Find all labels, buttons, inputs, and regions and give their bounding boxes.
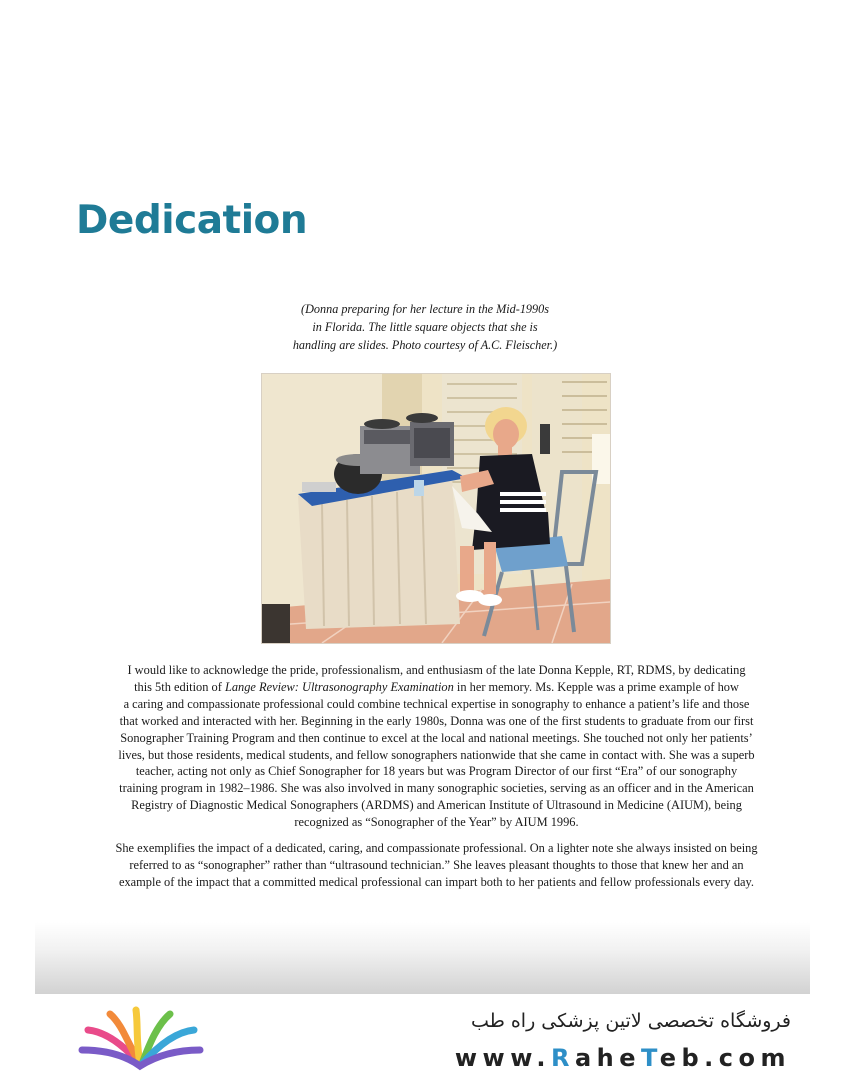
page-title: Dedication	[76, 198, 308, 243]
text-line: example of the impact that a committed medical professional can impart both to her patients and fellow professionals every day.	[118, 874, 755, 889]
url-part: www.	[454, 1044, 551, 1072]
url-part: eb.com	[659, 1044, 791, 1072]
text-line: She exemplifies the impact of a dedicated, caring, and compassionate professional. On a lighter note she always insisted on being	[115, 841, 758, 856]
text-line: Sonographer Training Program and then continue to excel at the local and national meetings. She touched not only her patients’	[120, 730, 753, 745]
logo-petal	[136, 1010, 140, 1064]
text-span: this 5th edition of	[134, 679, 225, 694]
caption-line: handling are slides. Photo courtesy of A.C. Fleischer.)	[292, 338, 558, 352]
footer-shadow	[35, 922, 810, 994]
text-line: recognized as “Sonographer of the Year” by AIUM 1996.	[294, 815, 579, 830]
text-line: I would like to acknowledge the pride, professionalism, and enthusiasm of the late Donna Kepple, RT, RDMS, by dedicating	[127, 663, 746, 677]
paragraph	[70, 662, 803, 831]
caption-line: in Florida. The little square objects that she is	[312, 320, 538, 334]
url-accent: R	[550, 1044, 575, 1072]
book-title: Lange Review: Ultrasonography Examination	[224, 679, 454, 694]
caption-line: (Donna preparing for her lecture in the Mid-1990s	[301, 302, 549, 316]
url-part: ahe	[574, 1044, 642, 1072]
text-line: training program in 1982–1986. She was also involved in many sonographic societies, serving as an officer and in the American	[119, 781, 754, 796]
text-line: that worked and interacted with her. Beginning in the early 1980s, Donna was one of the first students to graduate from our first	[119, 713, 754, 728]
website-url[interactable]	[455, 1044, 791, 1072]
text-line: Registry of Diagnostic Medical Sonographers (ARDMS) and American Institute of Ultrasound in Medicine (AIUM), being	[131, 798, 742, 813]
text-span: in her memory. Ms. Kepple was a prime example of how	[453, 679, 739, 694]
photo-caption	[240, 300, 610, 354]
book-logo-icon	[78, 1006, 204, 1077]
dedication-photo	[261, 373, 611, 644]
text-line: referred to as “sonographer” rather than “ultrasound technician.” She leaves pleasant thoughts to those that knew her and an	[129, 857, 744, 872]
text-line: lives, but those residents, medical students, and fellow sonographers nationwide that she came in contact with. She was a superb	[118, 747, 755, 762]
footer-banner	[0, 994, 845, 1080]
url-accent: T	[641, 1044, 660, 1072]
store-name: فروشگاه تخصصی لاتین پزشکی راه طب	[471, 1010, 791, 1032]
dedication-text	[70, 662, 803, 891]
text-line: a caring and compassionate professional could combine technical expertise in sonography to enhance a patient’s life and those	[123, 696, 750, 711]
text-line: teacher, acting not only as Chief Sonographer for 18 years but was Program Director of our first “Era” of our sonography	[135, 764, 738, 779]
paragraph	[70, 840, 803, 891]
text-line	[70, 679, 803, 696]
